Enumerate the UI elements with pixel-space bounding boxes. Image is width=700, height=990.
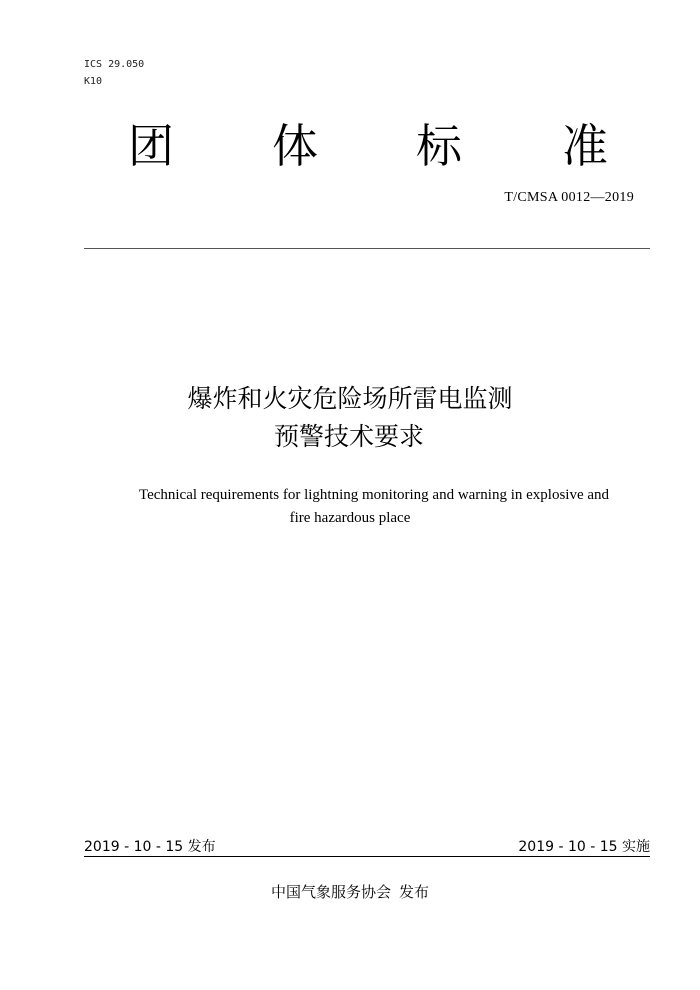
issue-date: 2019 - 10 - 15 发布 — [84, 839, 216, 855]
standard-type-title — [128, 118, 610, 174]
publisher-action: 发布 — [399, 883, 430, 901]
standard-type-char-4: 准 — [562, 119, 608, 173]
english-title-line-2: fire hazardous place — [289, 510, 411, 526]
top-divider — [84, 248, 650, 249]
chinese-title-line-1: 爆炸和火灾危险场所雷电监测 — [187, 384, 513, 413]
publisher-line — [0, 882, 700, 902]
english-title-line-1: Technical requirements for lightning monitoring and warning in explosive and — [138, 487, 610, 503]
ics-classification-block — [84, 56, 144, 90]
chinese-title-line-2: 预警技术要求 — [273, 422, 424, 451]
standard-code: T/CMSA 0012—2019 — [504, 190, 634, 205]
standard-type-char-3: 标 — [416, 119, 462, 173]
implementation-date: 2019 - 10 - 15 实施 — [518, 839, 650, 855]
standard-type-char-2: 体 — [272, 119, 318, 173]
bottom-divider — [84, 856, 650, 857]
classification-code: K10 — [84, 76, 103, 87]
standard-type-char-1: 团 — [128, 119, 174, 173]
publisher-organization: 中国气象服务协会 — [270, 883, 391, 901]
ics-code: ICS 29.050 — [84, 59, 145, 70]
